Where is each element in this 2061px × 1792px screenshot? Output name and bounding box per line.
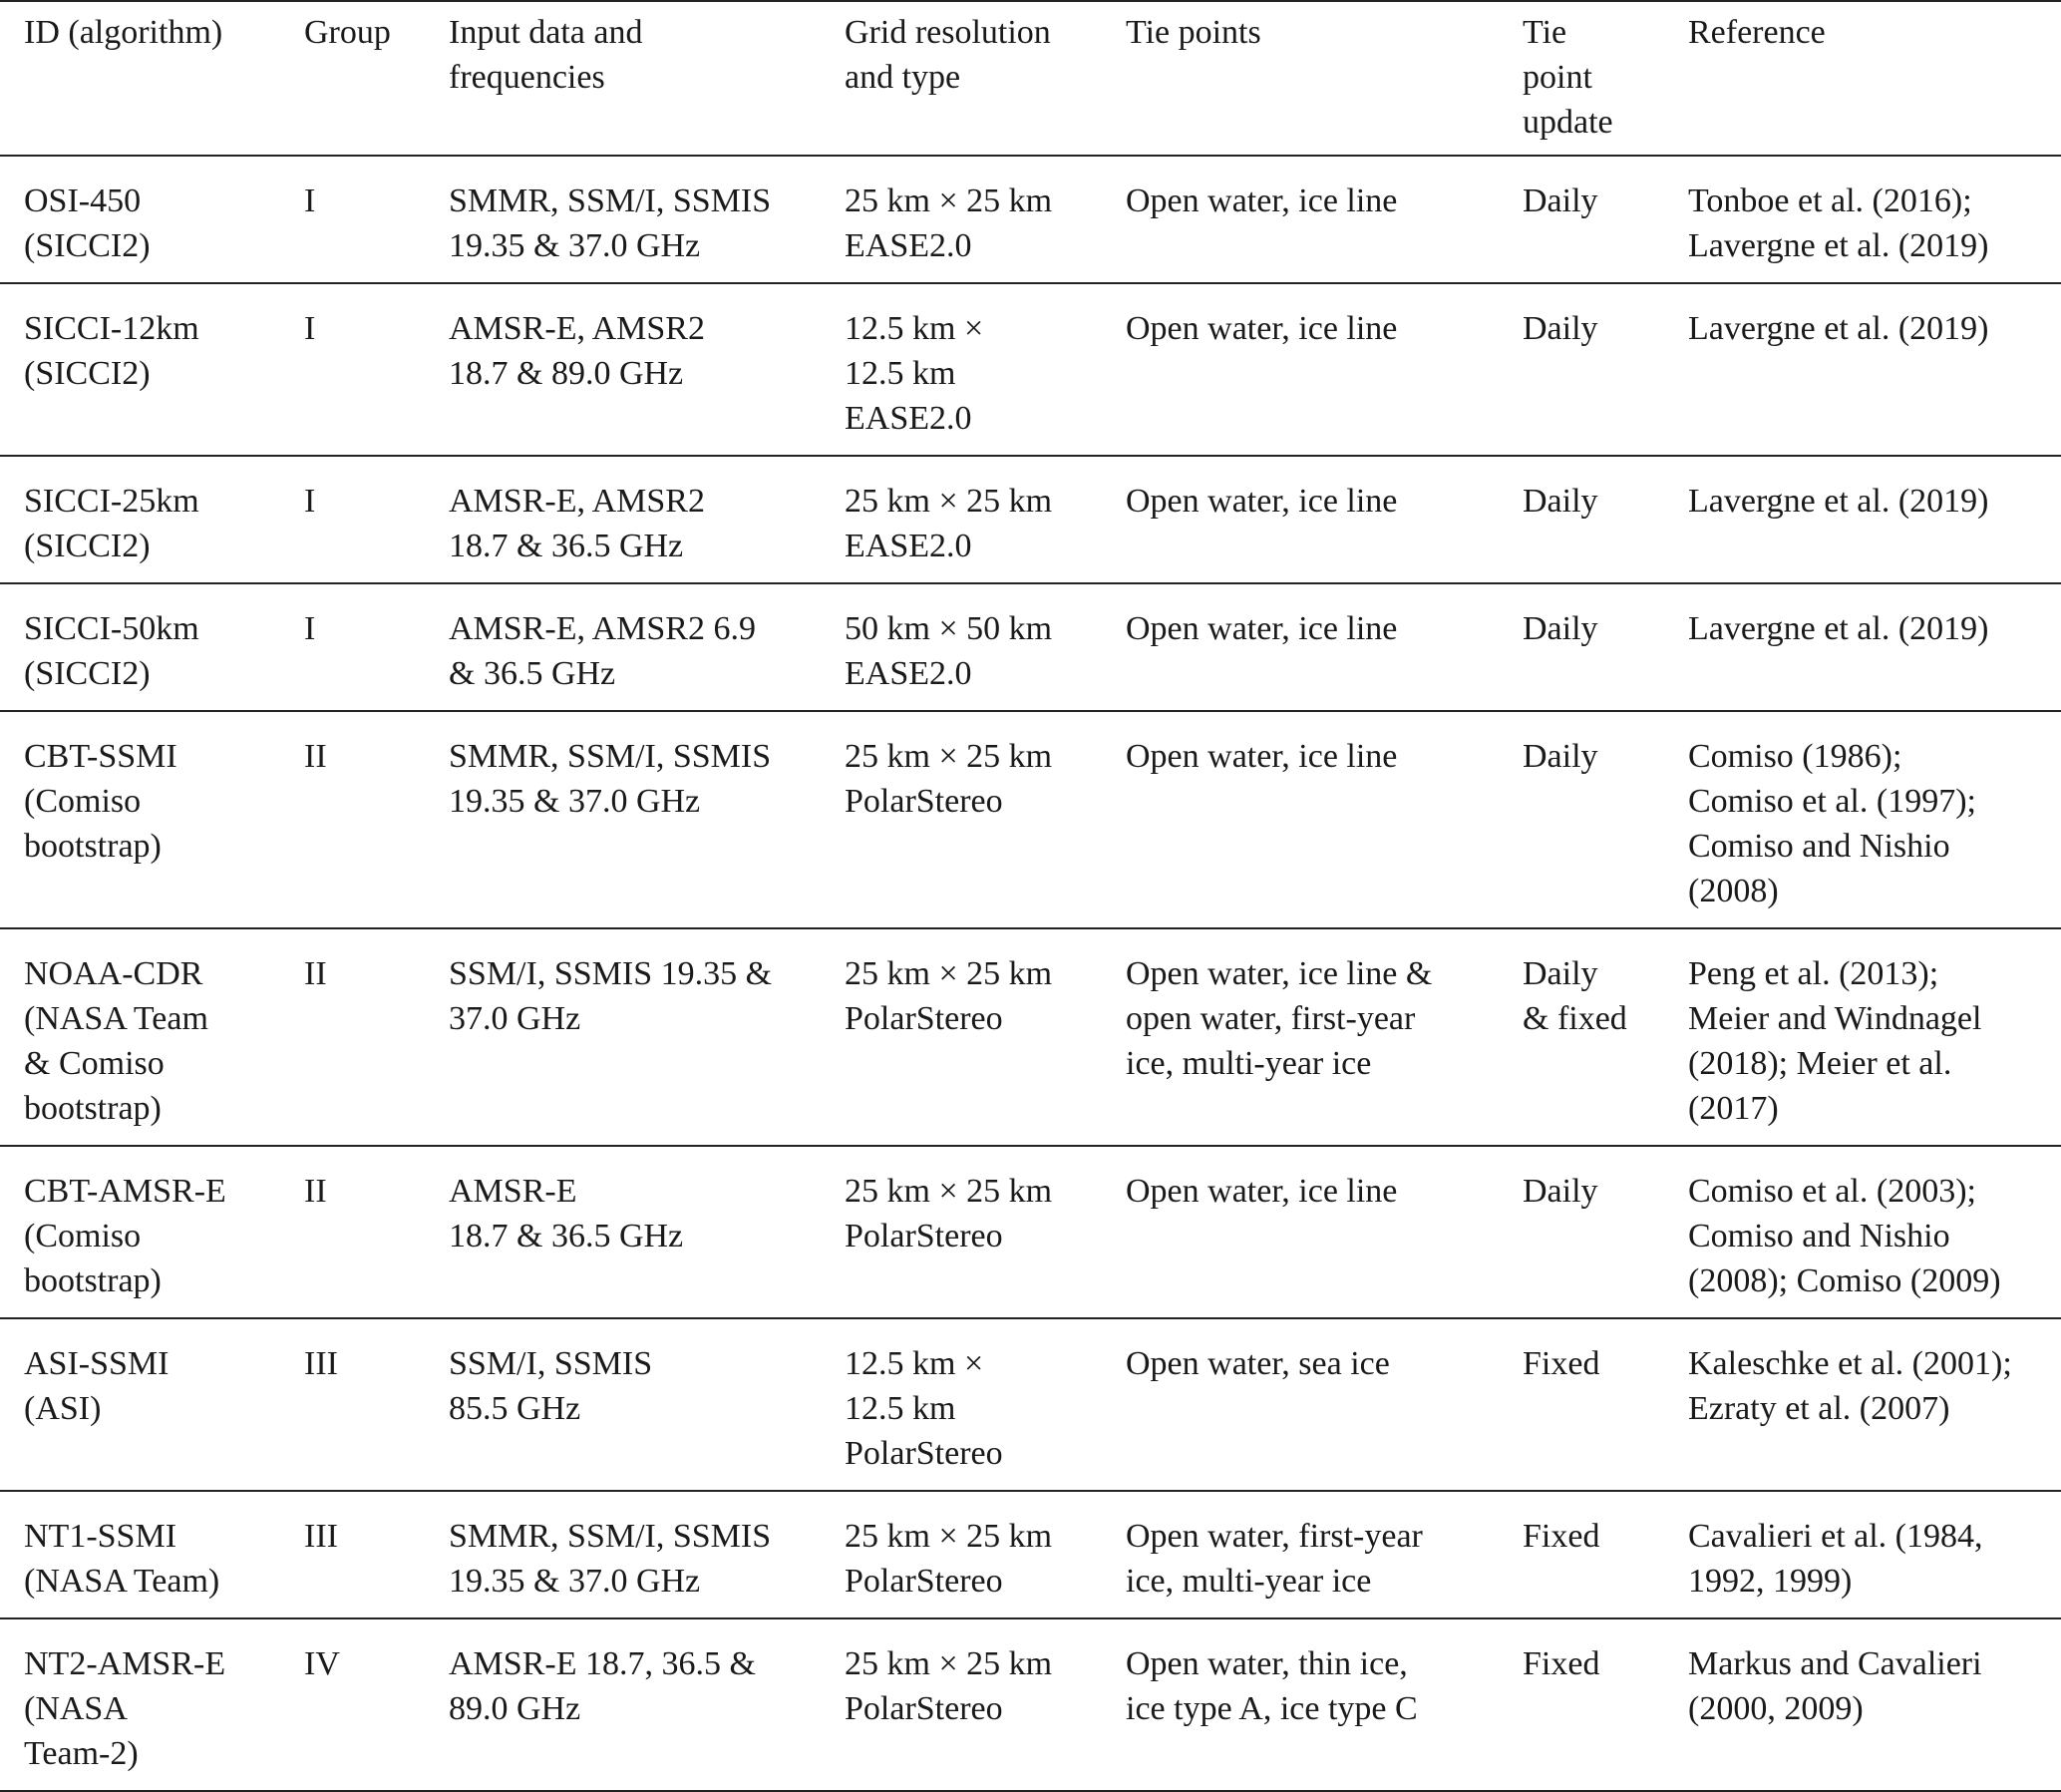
header-input: Input data and frequencies [449,14,643,96]
cell-grid: 50 km × 50 km EASE2.0 [845,610,1053,692]
cell-reference: Kaleschke et al. (2001); Ezraty et al. (2007) [1688,1345,2012,1427]
cell-tie-points: Open water, ice line [1126,1173,1398,1210]
cell-input: AMSR-E 18.7, 36.5 & 89.0 GHz [449,1645,756,1727]
table-row [0,1146,2061,1318]
cell-grid: 25 km × 25 km PolarStereo [845,738,1053,820]
cell-update: Daily [1523,1173,1598,1210]
table-row [0,283,2061,456]
cell-reference: Cavalieri et al. (1984, 1992, 1999) [1688,1518,1983,1600]
cell-group: II [304,955,327,992]
cell-update: Fixed [1523,1645,1600,1682]
cell-input: SSM/I, SSMIS 85.5 GHz [449,1345,653,1427]
cell-grid: 25 km × 25 km EASE2.0 [845,182,1053,264]
header-row [0,1,2061,156]
cell-tie-points: Open water, ice line [1126,483,1398,520]
cell-input: SMMR, SSM/I, SSMIS 19.35 & 37.0 GHz [449,738,772,820]
cell-tie-points: Open water, thin ice, ice type A, ice type C [1126,1645,1418,1727]
cell-id: CBT-AMSR-E (Comiso bootstrap) [24,1173,226,1299]
cell-group: II [304,738,327,775]
cell-tie-points: Open water, sea ice [1126,1345,1390,1382]
cell-group: IV [304,1645,340,1682]
cell-id: SICCI-50km (SICCI2) [24,610,199,692]
table-header [0,1,2061,156]
table-row [0,1491,2061,1618]
cell-reference: Peng et al. (2013); Meier and Windnagel (2018); Meier et al. (2017) [1688,955,1982,1127]
cell-grid: 25 km × 25 km PolarStereo [845,1645,1053,1727]
cell-id: SICCI-25km (SICCI2) [24,483,199,564]
cell-tie-points: Open water, ice line [1126,610,1398,647]
cell-input: SMMR, SSM/I, SSMIS 19.35 & 37.0 GHz [449,182,772,264]
cell-update: Daily [1523,738,1598,775]
cell-reference: Lavergne et al. (2019) [1688,310,1989,347]
cell-group: I [304,182,316,219]
table-row [0,1618,2061,1791]
cell-id: OSI-450 (SICCI2) [24,182,151,264]
cell-input: SMMR, SSM/I, SSMIS 19.35 & 37.0 GHz [449,1518,772,1600]
header-id: ID (algorithm) [24,14,223,51]
header-update: Tie point update [1523,14,1613,141]
cell-id: NOAA-CDR (NASA Team & Comiso bootstrap) [24,955,208,1127]
cell-input: AMSR-E, AMSR2 6.9 & 36.5 GHz [449,610,756,692]
cell-grid: 25 km × 25 km EASE2.0 [845,483,1053,564]
cell-input: SSM/I, SSMIS 19.35 & 37.0 GHz [449,955,773,1037]
cell-id: ASI-SSMI (ASI) [24,1345,170,1427]
cell-update: Daily [1523,483,1598,520]
table-row [0,1318,2061,1491]
cell-input: AMSR-E 18.7 & 36.5 GHz [449,1173,684,1254]
cell-group: I [304,610,316,647]
cell-update: Fixed [1523,1518,1600,1555]
cell-update: Fixed [1523,1345,1600,1382]
cell-reference: Lavergne et al. (2019) [1688,483,1989,520]
cell-update: Daily [1523,182,1598,219]
cell-group: I [304,483,316,520]
cell-tie-points: Open water, ice line [1126,310,1398,347]
cell-tie-points: Open water, first-year ice, multi-year ice [1126,1518,1423,1600]
table-body [0,156,2061,1791]
cell-reference: Markus and Cavalieri (2000, 2009) [1688,1645,1982,1727]
cell-reference: Comiso (1986); Comiso et al. (1997); Comiso and Nishio (2008) [1688,738,1976,909]
cell-reference: Tonboe et al. (2016); Lavergne et al. (2019) [1688,182,1989,264]
header-grid: Grid resolution and type [845,14,1051,96]
cell-input: AMSR-E, AMSR2 18.7 & 89.0 GHz [449,310,705,392]
cell-id: CBT-SSMI (Comiso bootstrap) [24,738,177,865]
cell-update: Daily [1523,610,1598,647]
cell-grid: 25 km × 25 km PolarStereo [845,1518,1053,1600]
header-tie-points: Tie points [1126,14,1261,51]
table-row [0,583,2061,711]
cell-group: I [304,310,316,347]
cell-group: II [304,1173,327,1210]
cell-id: SICCI-12km (SICCI2) [24,310,199,392]
header-reference: Reference [1688,14,1826,51]
cell-input: AMSR-E, AMSR2 18.7 & 36.5 GHz [449,483,705,564]
cell-id: NT1-SSMI (NASA Team) [24,1518,220,1600]
cell-grid: 25 km × 25 km PolarStereo [845,1173,1053,1254]
cell-grid: 12.5 km × 12.5 km EASE2.0 [845,310,984,437]
table-row [0,156,2061,283]
cell-grid: 12.5 km × 12.5 km PolarStereo [845,1345,1003,1472]
cell-tie-points: Open water, ice line & open water, first-year ice, multi-year ice [1126,955,1433,1082]
cell-tie-points: Open water, ice line [1126,182,1398,219]
cell-reference: Lavergne et al. (2019) [1688,610,1989,647]
cell-group: III [304,1345,338,1382]
header-group: Group [304,14,391,51]
cell-update: Daily & fixed [1523,955,1627,1037]
cell-reference: Comiso et al. (2003); Comiso and Nishio (2008); Comiso (2009) [1688,1173,2001,1299]
table-row [0,456,2061,583]
table-row [0,928,2061,1146]
cell-update: Daily [1523,310,1598,347]
cell-grid: 25 km × 25 km PolarStereo [845,955,1053,1037]
cell-group: III [304,1518,338,1555]
cell-tie-points: Open water, ice line [1126,738,1398,775]
table-row [0,711,2061,928]
cell-id: NT2-AMSR-E (NASA Team-2) [24,1645,226,1772]
